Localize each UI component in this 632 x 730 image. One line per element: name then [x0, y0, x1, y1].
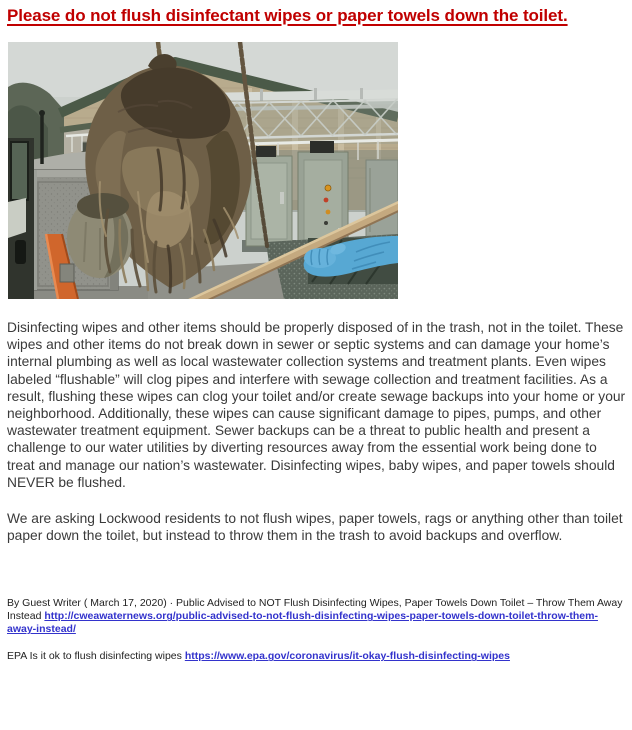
epa-link[interactable]: https://www.epa.gov/coronavirus/it-okay-flush-disinfecting-wipes	[184, 650, 510, 663]
paragraph-disposal-info: Disinfecting wipes and other items should be properly disposed of in the trash, not in the toilet. These wipes and other items do not break down in sewer or septic systems and can damage your home’s internal plumbing as well as local wastewater collection systems and treatment plants. Even wipes labeled “flushable” will clog pipes and interfere with sewage collection and treatment facilities. As a result, flushing these wipes can clog your toilet and/or create sewage backups into your home or your neighborhood. Additionally, these wipes can cause significant damage to pipes, pumps, and other wastewater treatment equipment. Sewer backups can be a threat to public health and present a challenge to our water utilities by diverting resources away from the essential work being done to treat and manage our nation’s wastewater. Disinfecting wipes, baby wipes, and paper towels should NEVER be flushed.	[7, 320, 626, 490]
clogged-wipes-photo	[8, 42, 398, 299]
paragraph-lockwood-request: We are asking Lockwood residents to not flush wipes, paper towels, rags or anything other than toilet paper down the toilet, but instead to throw them in the trash to avoid backups and overflow.	[7, 511, 623, 544]
photo-truck	[8, 138, 34, 299]
photo-illustration	[8, 42, 398, 299]
byline	[7, 597, 625, 636]
page-title: Please do not flush disinfectant wipes or paper towels down the toilet.	[7, 6, 568, 25]
epa-reference	[7, 650, 625, 663]
epa-reference-text: EPA Is it ok to flush disinfecting wipes	[7, 650, 185, 663]
article-link[interactable]: http://cweawaternews.org/public-advised-to-not-flush-disinfecting-wipes-paper-towels-down-toilet-throw-them-away-instead/	[7, 610, 598, 636]
byline-text: By Guest Writer ( March 17, 2020) · Public Advised to NOT Flush Disinfecting Wipes, Paper Towels Down Toilet – Throw Them Away Instead	[7, 597, 623, 623]
